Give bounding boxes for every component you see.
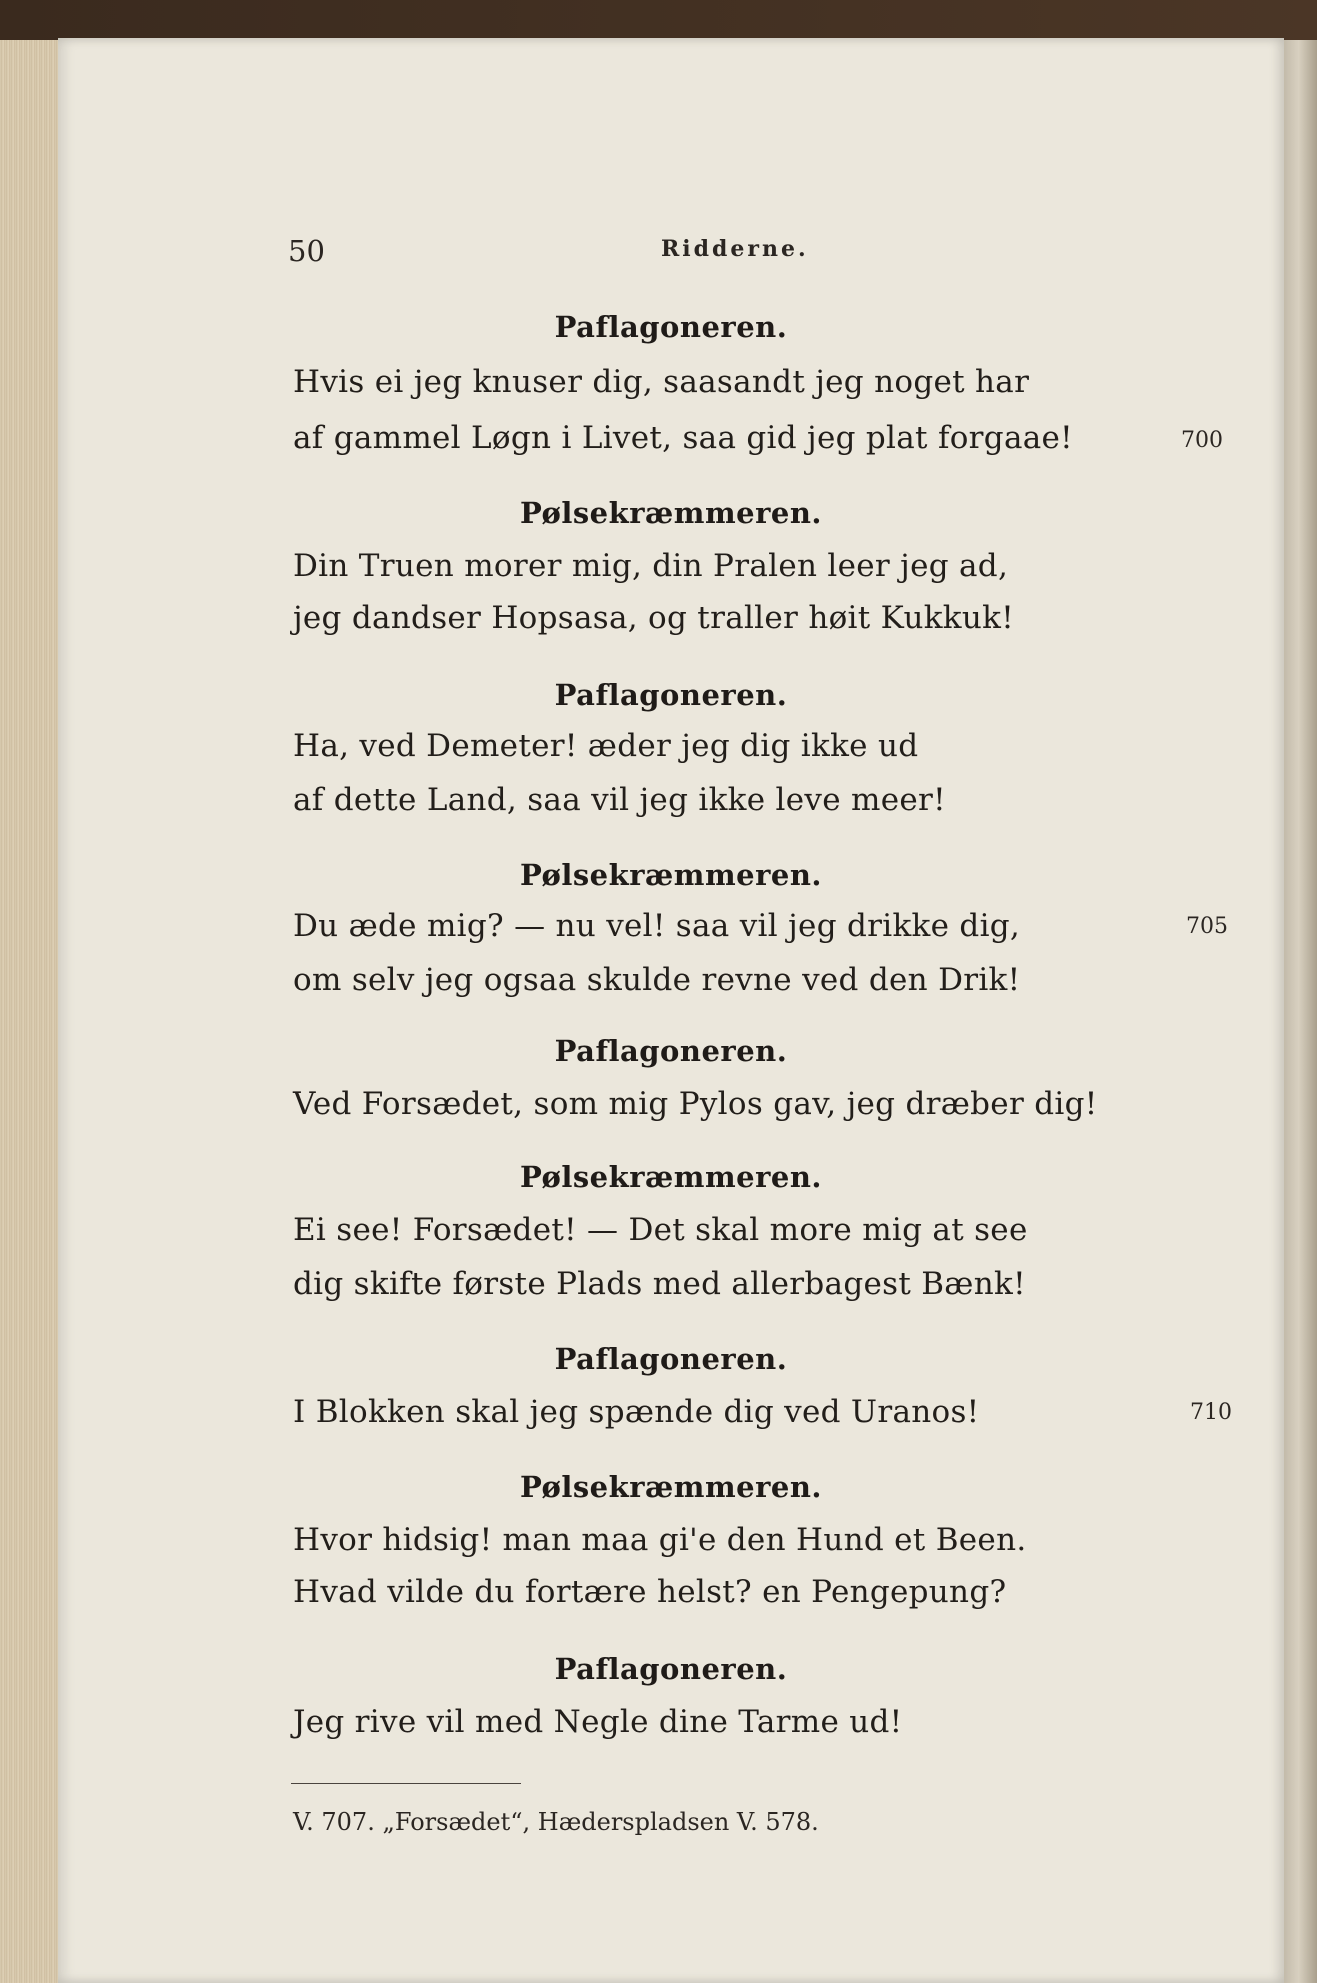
verse-line: Hvor hidsig! man maa gi'e den Hund et Been. [293,1522,1027,1558]
speaker-heading: Pølsekræmmeren. [519,1160,823,1194]
verse-line: Du æde mig? — nu vel! saa vil jeg drikke dig, [293,908,1021,944]
footnote: V. 707. „Forsædet“, Hæderspladsen V. 578. [293,1808,819,1836]
verse-line: jeg dandser Hopsasa, og traller høit Kukkuk! [293,600,1014,636]
verse-line: Ei see! Forsædet! — Det skal more mig at see [293,1212,1028,1248]
verse-line: Ved Forsædet, som mig Pylos gav, jeg dræber dig! [293,1086,1098,1122]
line-number: 710 [1190,1400,1232,1425]
speaker-heading: Paflagoneren. [554,678,788,712]
book-page [58,38,1284,1983]
verse-line: om selv jeg ogsaa skulde revne ved den Drik! [293,962,1021,998]
page-header [58,234,1284,274]
footnote-rule [291,1783,521,1784]
verse-line: Ha, ved Demeter! æder jeg dig ikke ud [293,728,919,764]
speaker-heading: Pølsekræmmeren. [519,496,823,530]
verse-line: af gammel Løgn i Livet, saa gid jeg plat forgaae! [293,420,1073,456]
verse-line: Din Truen morer mig, din Pralen leer jeg ad, [293,548,1009,584]
speaker-heading: Paflagoneren. [554,310,788,344]
verse-line: Hvis ei jeg knuser dig, saasandt jeg noget har [293,364,1030,400]
verse-line: af dette Land, saa vil jeg ikke leve meer! [293,782,946,818]
verse-line: dig skifte første Plads med allerbagest Bænk! [293,1266,1026,1302]
line-number: 705 [1186,914,1228,939]
facing-page-edge [1280,40,1317,1983]
line-number: 700 [1181,428,1223,453]
speaker-heading: Paflagoneren. [554,1342,788,1376]
page-number: 50 [288,234,325,268]
page-edges [0,40,62,1983]
speaker-heading: Paflagoneren. [554,1034,788,1068]
speaker-heading: Pølsekræmmeren. [519,1470,823,1504]
verse-line: Jeg rive vil med Negle dine Tarme ud! [293,1704,903,1740]
speaker-heading: Pølsekræmmeren. [519,858,823,892]
verse-line: Hvad vilde du fortære helst? en Pengepung? [293,1574,1007,1610]
verse-line: I Blokken skal jeg spænde dig ved Uranos! [293,1394,980,1430]
running-head: Ridderne. [661,236,809,262]
speaker-heading: Paflagoneren. [554,1652,788,1686]
